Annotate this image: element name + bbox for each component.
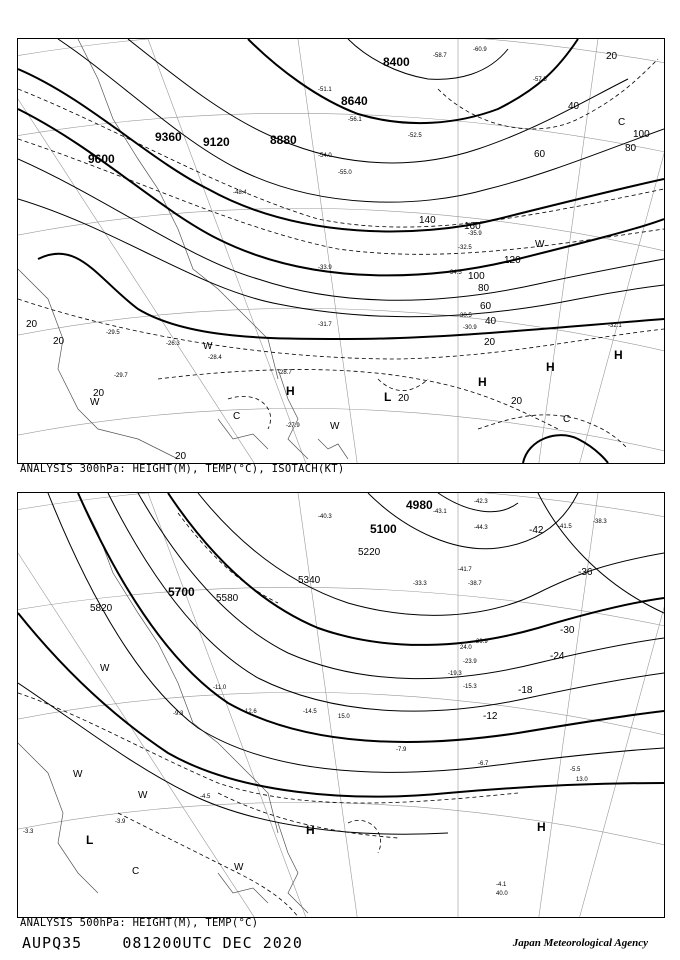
height-label-5220: 5220 <box>358 547 381 558</box>
high-center: H <box>478 375 487 389</box>
isotach-label-20f: 20 <box>175 451 187 462</box>
isotach-label-100b: 100 <box>468 271 485 282</box>
station-value: -29.9 <box>474 639 488 645</box>
station-value: -33.9 <box>318 265 332 271</box>
station-value: -54.0 <box>318 153 332 159</box>
caption-500hpa: ANALYSIS 500hPa: HEIGHT(M), TEMP(°C) <box>20 917 259 929</box>
station-value: -29.7 <box>114 373 128 379</box>
low-center: L <box>384 390 392 404</box>
station-value: 15.0 <box>338 714 350 720</box>
height-label-9360: 9360 <box>155 130 182 144</box>
high-center: H <box>286 384 295 398</box>
warm-center: W <box>535 239 545 250</box>
station-value: -3.9 <box>115 819 126 825</box>
warm-center: W <box>203 341 213 352</box>
station-value: -38.3 <box>593 519 607 525</box>
height-label-9120: 9120 <box>203 135 230 149</box>
station-value: -29.5 <box>106 330 120 336</box>
station-value: 13.0 <box>576 777 588 783</box>
station-value: -4.5 <box>200 794 211 800</box>
isotach-label-60: 60 <box>534 149 546 160</box>
height-label-5340: 5340 <box>298 575 321 586</box>
station-value: -14.5 <box>303 709 317 715</box>
isotach-label-120: 120 <box>504 255 521 266</box>
cold-center: C <box>233 411 241 422</box>
station-value: -23.9 <box>463 659 477 665</box>
caption-300hpa: ANALYSIS 300hPa: HEIGHT(M), TEMP(°C), ISOTACH(KT) <box>20 463 345 475</box>
closed-contour <box>523 435 608 463</box>
station-value: -41.5 <box>558 524 572 530</box>
station-value: 40.0 <box>496 891 508 897</box>
height-contours <box>18 493 664 834</box>
cold-center: C <box>563 414 571 425</box>
temp-label-18: -18 <box>518 685 533 696</box>
station-value: 24.0 <box>460 645 472 651</box>
station-value: -6.7 <box>478 761 489 767</box>
station-value: -56.1 <box>348 117 362 123</box>
agency-name: Japan Meteorological Agency <box>512 937 648 949</box>
height-label-8880: 8880 <box>270 133 297 147</box>
isotach-label-20d: 20 <box>53 336 65 347</box>
valid-time: 081200UTC DEC 2020 <box>122 934 303 952</box>
isotach-label-20g: 20 <box>398 393 410 404</box>
station-value: -57.5 <box>533 77 547 83</box>
cold-center: C <box>132 866 140 877</box>
isotach-label-20b: 20 <box>26 319 38 330</box>
warm-center: W <box>73 769 83 780</box>
isotach-label-20c: 20 <box>484 337 496 348</box>
station-value: -19.3 <box>448 671 462 677</box>
height-label-5580: 5580 <box>216 593 239 604</box>
warm-center: W <box>90 397 100 408</box>
station-value: -43.1 <box>433 509 447 515</box>
isotach-label-80b: 80 <box>478 283 490 294</box>
map-300hpa <box>18 39 664 463</box>
temp-label-12: -12 <box>483 711 498 722</box>
isotach-label-100: 100 <box>633 129 650 140</box>
station-value: -27.9 <box>286 423 300 429</box>
station-value: -11.0 <box>213 685 227 691</box>
station-value: -41.7 <box>458 567 472 573</box>
station-value: -33.3 <box>413 581 427 587</box>
warm-center: W <box>100 663 110 674</box>
temp-label-36: -36 <box>578 567 593 578</box>
isotach-label-140: 140 <box>419 215 436 226</box>
height-label-8400: 8400 <box>383 55 410 69</box>
station-value: -34.5 <box>448 270 462 276</box>
height-label-5820: 5820 <box>90 603 113 614</box>
station-value: -9.3 <box>173 711 184 717</box>
high-center: H <box>306 823 315 837</box>
station-value: -26.3 <box>166 341 180 347</box>
warm-center: W <box>234 862 244 873</box>
cold-center: C <box>618 117 626 128</box>
station-value: -42.3 <box>474 499 488 505</box>
station-value: -3.3 <box>23 829 34 835</box>
station-value: -32.5 <box>458 245 472 251</box>
station-value: -15.3 <box>463 684 477 690</box>
station-value: -38.7 <box>468 581 482 587</box>
isotach-lines <box>18 59 664 449</box>
high-center: H <box>546 360 555 374</box>
station-value: -58.7 <box>433 53 447 59</box>
map-500hpa <box>18 493 664 917</box>
height-contours <box>18 39 664 339</box>
high-center: H <box>537 820 546 834</box>
station-value: -44.3 <box>474 525 488 531</box>
station-value: -52.5 <box>408 133 422 139</box>
temp-label-30: -30 <box>560 625 575 636</box>
station-value: -32.1 <box>608 323 622 329</box>
isotach-label-40b: 40 <box>485 316 497 327</box>
warm-center: W <box>330 421 340 432</box>
temp-label-24: -24 <box>550 651 565 662</box>
isotach-label-60b: 60 <box>480 301 492 312</box>
chart-identifier <box>22 934 303 952</box>
station-value: -5.5 <box>570 767 581 773</box>
station-value: -48.4 <box>233 190 247 196</box>
station-value: -30.5 <box>458 313 472 319</box>
station-value: -7.9 <box>396 747 407 753</box>
height-label-5700: 5700 <box>168 585 195 599</box>
coastline <box>18 39 348 459</box>
chart-code: AUPQ35 <box>22 934 83 952</box>
isotach-label-20h: 20 <box>511 396 523 407</box>
station-value: -4.1 <box>496 882 507 888</box>
station-value: -28.4 <box>208 355 222 361</box>
coastline <box>18 493 308 913</box>
station-value: -60.9 <box>473 47 487 53</box>
temperature-lines <box>18 513 518 917</box>
high-center: H <box>614 348 623 362</box>
isotach-label-80: 80 <box>625 143 637 154</box>
temp-label-42: -42 <box>529 525 544 536</box>
station-value: -51.1 <box>318 87 332 93</box>
height-label-8640: 8640 <box>341 94 368 108</box>
station-value: -35.9 <box>468 231 482 237</box>
isotach-label-40: 40 <box>568 101 580 112</box>
station-value: -55.0 <box>338 170 352 176</box>
chart-500hpa <box>17 492 665 918</box>
station-value: -40.3 <box>318 514 332 520</box>
low-center: L <box>86 833 94 847</box>
station-value: -30.9 <box>463 325 477 331</box>
isotach-label-20e: 20 <box>93 388 105 399</box>
station-value: -28.7 <box>278 370 292 376</box>
height-label-4980: 4980 <box>406 498 433 512</box>
height-label-5100: 5100 <box>370 522 397 536</box>
height-label-9600: 9600 <box>88 152 115 166</box>
chart-300hpa <box>17 38 665 464</box>
station-value: -12.6 <box>243 709 257 715</box>
station-value: -31.7 <box>318 322 332 328</box>
isotach-label-160: 160 <box>464 221 481 232</box>
isotach-label-20: 20 <box>606 51 618 62</box>
warm-center: W <box>138 790 148 801</box>
